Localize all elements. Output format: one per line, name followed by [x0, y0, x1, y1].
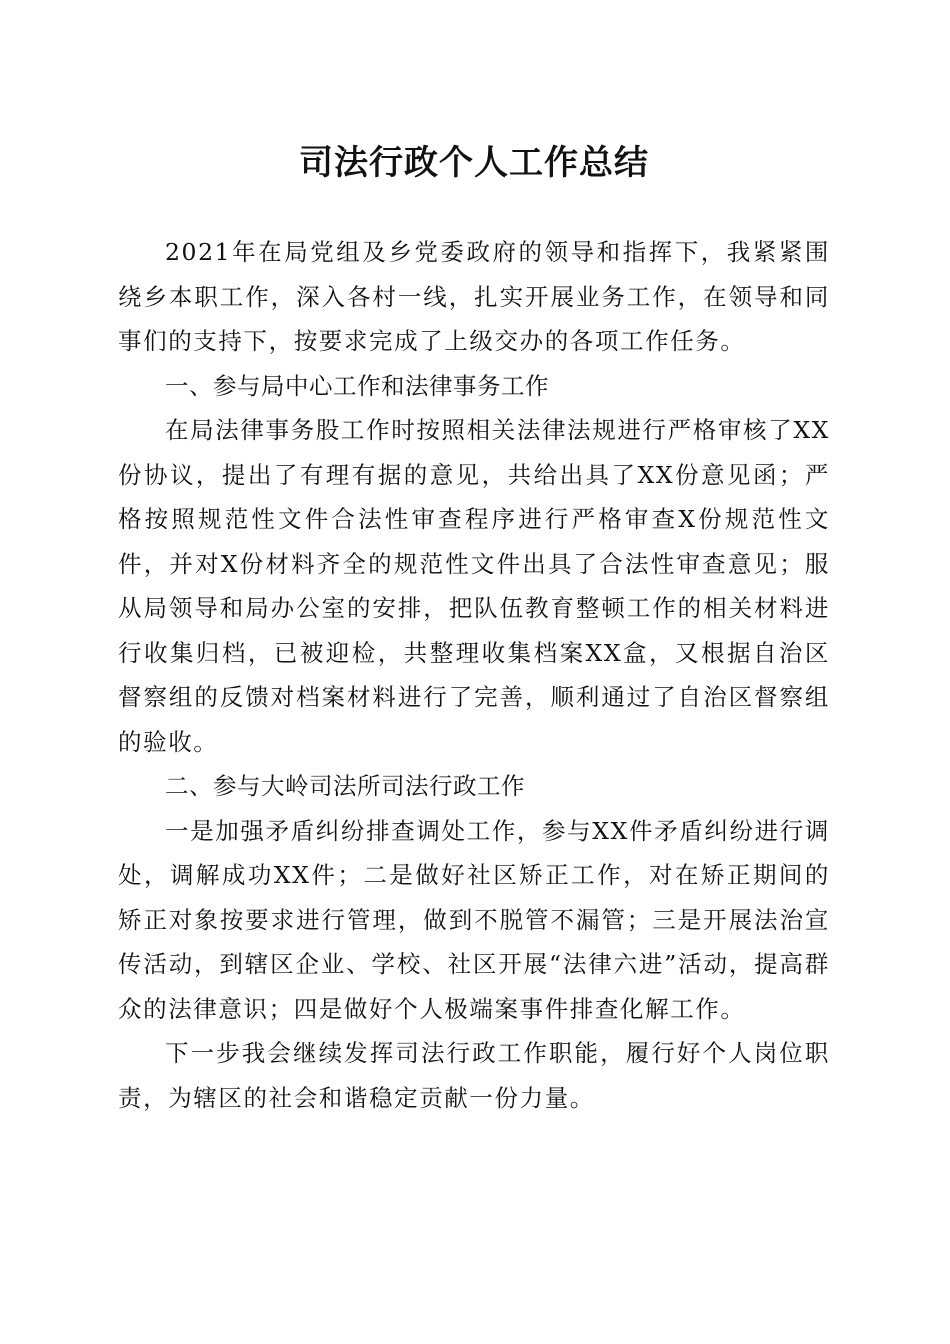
section-2-paragraph: 一是加强矛盾纠纷排查调处工作，参与XX件矛盾纠纷进行调处，调解成功XX件；二是做好社区矫正工作，对在矫正期间的矫正对象按要求进行管理，做到不脱管不漏管；三是开展法治宣传活动，到辖区企业、学校、社区开展“法律六进”活动，提高群众的法律意识；四是做好个人极端案事件排查化解工作。 [118, 816, 830, 1023]
intro-paragraph: 2021年在局党组及乡党委政府的领导和指挥下，我紧紧围绕乡本职工作，深入各村一线，扎实开展业务工作，在领导和同事们的支持下，按要求完成了上级交办的各项工作任务。 [118, 238, 830, 355]
section-1-paragraph: 在局法律事务股工作时按照相关法律法规进行严格审核了XX份协议，提出了有理有据的意见，共给出具了XX份意见函；严格按照规范性文件合法性审查程序进行严格审查X份规范性文件，并对X份材料齐全的规范性文件出具了合法性审查意见；服从局领导和局办公室的安排，把队伍教育整顿工作的相关材料进行收集归档，已被迎检，共整理收集档案XX盒，又根据自治区督察组的反馈对档案材料进行了完善，顺利通过了自治区督察组的验收。 [118, 416, 830, 756]
section-1-heading: 一、参与局中心工作和法律事务工作 [165, 371, 549, 400]
document-page [118, 0, 830, 1120]
closing-paragraph: 下一步我会继续发挥司法行政工作职能，履行好个人岗位职责，为辖区的社会和谐稳定贡献一份力量。 [118, 1039, 830, 1112]
section-2-heading: 二、参与大岭司法所司法行政工作 [165, 772, 525, 800]
document-title: 司法行政个人工作总结 [299, 143, 649, 183]
document-body [118, 230, 830, 1120]
